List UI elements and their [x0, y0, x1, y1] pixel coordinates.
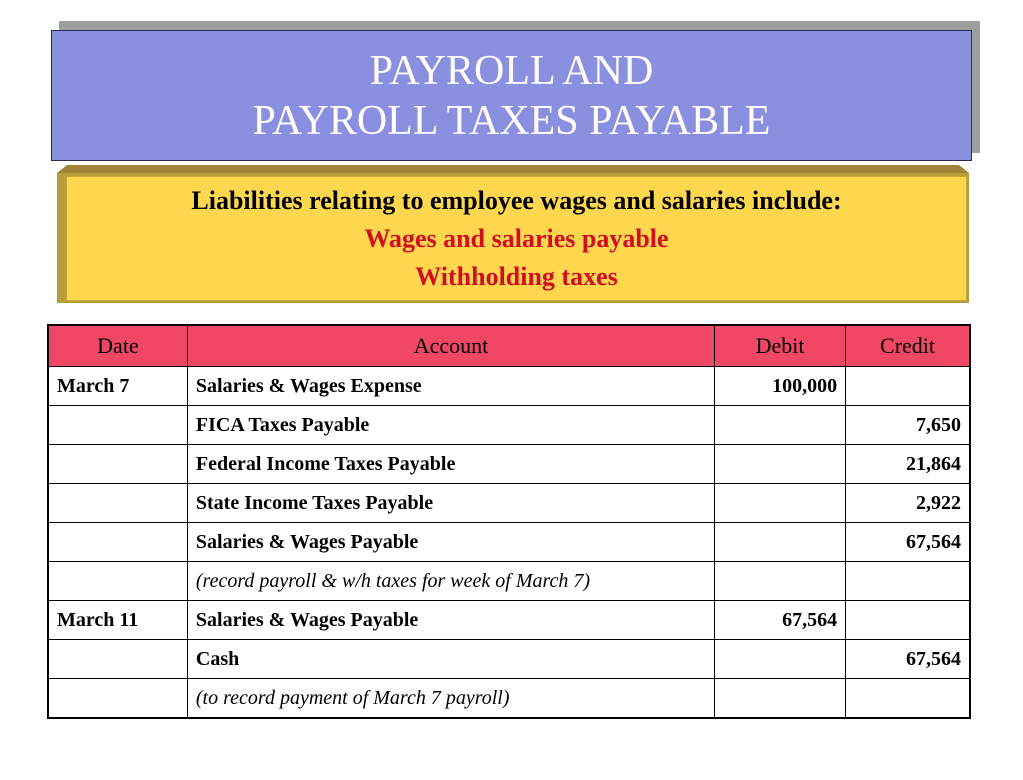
header-debit: Debit	[715, 325, 846, 367]
cell-memo: (record payroll & w/h taxes for week of March 7)	[187, 562, 714, 601]
journal-table	[47, 324, 971, 719]
table-row	[48, 445, 970, 484]
cell-debit	[715, 640, 846, 679]
table-row	[48, 679, 970, 719]
cell-credit	[846, 679, 970, 719]
cell-debit	[715, 679, 846, 719]
header-credit: Credit	[846, 325, 970, 367]
cell-credit: 21,864	[846, 445, 970, 484]
cell-credit	[846, 601, 970, 640]
cell-credit: 7,650	[846, 406, 970, 445]
cell-debit: 100,000	[715, 367, 846, 406]
table-row	[48, 523, 970, 562]
cell-debit	[715, 484, 846, 523]
cell-account: Salaries & Wages Payable	[187, 523, 714, 562]
table-header-row	[48, 325, 970, 367]
cell-date	[48, 679, 187, 719]
cell-account: State Income Taxes Payable	[187, 484, 714, 523]
cell-memo: (to record payment of March 7 payroll)	[187, 679, 714, 719]
cell-date: March 7	[48, 367, 187, 406]
table-row	[48, 562, 970, 601]
info-item: Withholding taxes	[415, 262, 618, 291]
info-heading: Liabilities relating to employee wages and salaries include:	[191, 186, 842, 215]
cell-date	[48, 445, 187, 484]
cell-credit: 67,564	[846, 640, 970, 679]
cell-account: Salaries & Wages Payable	[187, 601, 714, 640]
cell-date	[48, 406, 187, 445]
info-box	[66, 176, 967, 301]
cell-debit	[715, 445, 846, 484]
title-line-2: PAYROLL TAXES PAYABLE	[252, 97, 771, 144]
cell-credit	[846, 367, 970, 406]
cell-date	[48, 523, 187, 562]
table-row	[48, 601, 970, 640]
cell-debit	[715, 406, 846, 445]
cell-debit	[715, 523, 846, 562]
slide-title	[51, 30, 972, 161]
cell-debit: 67,564	[715, 601, 846, 640]
cell-credit: 67,564	[846, 523, 970, 562]
table-row	[48, 484, 970, 523]
cell-debit	[715, 562, 846, 601]
info-item: Wages and salaries payable	[364, 224, 669, 253]
cell-credit	[846, 562, 970, 601]
header-date: Date	[48, 325, 187, 367]
cell-account: Salaries & Wages Expense	[187, 367, 714, 406]
cell-credit: 2,922	[846, 484, 970, 523]
cell-account: Federal Income Taxes Payable	[187, 445, 714, 484]
cell-account: Cash	[187, 640, 714, 679]
cell-date	[48, 640, 187, 679]
cell-account: FICA Taxes Payable	[187, 406, 714, 445]
header-account: Account	[187, 325, 714, 367]
cell-date: March 11	[48, 601, 187, 640]
table-row	[48, 367, 970, 406]
cell-date	[48, 562, 187, 601]
table-row	[48, 640, 970, 679]
table-row	[48, 406, 970, 445]
cell-date	[48, 484, 187, 523]
title-line-1: PAYROLL AND	[369, 47, 654, 94]
